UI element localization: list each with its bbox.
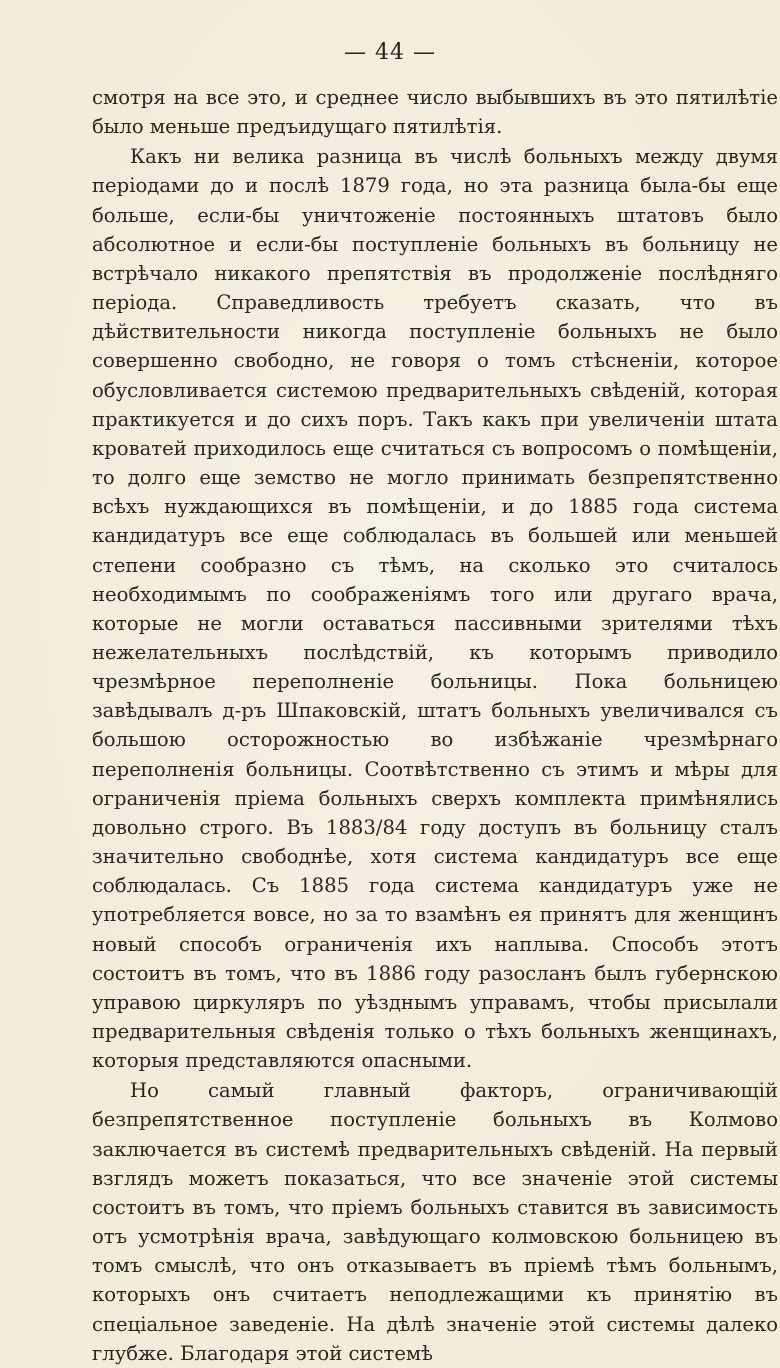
paragraph-preliminary-info-system: Но самый главный факторъ, ограничивающій безпрепятственное поступленіе больныхъ въ Колмово заключается въ системѣ предварительныхъ свѣденій. На первый взглядъ можетъ показаться, что все значеніе этой системы состоитъ въ томъ, что пріемъ больныхъ ставится въ зависимость отъ усмотрѣнія врача, завѣдующаго колмовскою больницею въ томъ смыслѣ, что онъ отказываетъ въ пріемѣ тѣмъ больнымъ, которыхъ онъ считаетъ неподлежащими къ принятію въ спеціальное заведеніе. На дѣлѣ значеніе этой системы далеко глубже. Благодаря этой системѣ: [92, 1079, 778, 1365]
paragraph-continuation: смотря на все это, и среднее число выбывшихъ въ это пятилѣтіе было меньше предъидущаго пятилѣтія.: [92, 86, 778, 139]
page-number: — 44 —: [344, 40, 436, 65]
page-body-text: [92, 83, 778, 1368]
paragraph-patient-numbers: Какъ ни велика разница въ числѣ больныхъ между двумя періодами до и послѣ 1879 года, но эта разница была-бы еще больше, если-бы уничтоженіе постоянныхъ штатовъ было абсолютное и если-бы поступленіе больныхъ въ больницу не встрѣчало никакого препятствія въ продолженіе послѣдняго періода. Справедливость требуетъ сказать, что въ дѣйствительности никогда поступленіе больныхъ не было совершенно свободно, не говоря о томъ стѣсненіи, которое обусловливается системою предварительныхъ свѣденій, которая практикуется и до сихъ поръ. Такъ какъ при увеличеніи штата кроватей приходилось еще считаться съ вопросомъ о помѣщеніи, то долго еще земство не могло принимать безпрепятственно всѣхъ нуждающихся въ помѣщеніи, и до 1885 года система кандидатуръ все еще соблюдалась въ большей или меньшей степени сообразно съ тѣмъ, на сколько это считалось необходимымъ по соображеніямъ того или другаго врача, которые не могли оставаться пассивными зрителями тѣхъ нежелательныхъ послѣдствій, къ которымъ приводило чрезмѣрное переполненіе больницы. Пока больницею завѣдывалъ д-ръ Шпаковскій, штатъ больныхъ увеличивался съ большою осторожностью во избѣжаніе чрезмѣрнаго переполненія больницы. Соотвѣтственно съ этимъ и мѣры для ограниченія пріема больныхъ сверхъ комплекта примѣнялись довольно строго. Въ 1883/84 году доступъ въ больницу сталъ значительно свободнѣе, хотя система кандидатуръ все еще соблюдалась. Съ 1885 года система кандидатуръ уже не употребляется вовсе, но за то взамѣнъ ея принятъ для женщинъ новый способъ ограниченія ихъ наплыва. Способъ этотъ состоитъ въ томъ, что въ 1886 году разосланъ былъ губернскою управою циркуляръ по уѣзднымъ управамъ, чтобы присылали предварительныя свѣденія только о тѣхъ больныхъ женщинахъ, которыя представляются опасными.: [92, 145, 778, 1073]
